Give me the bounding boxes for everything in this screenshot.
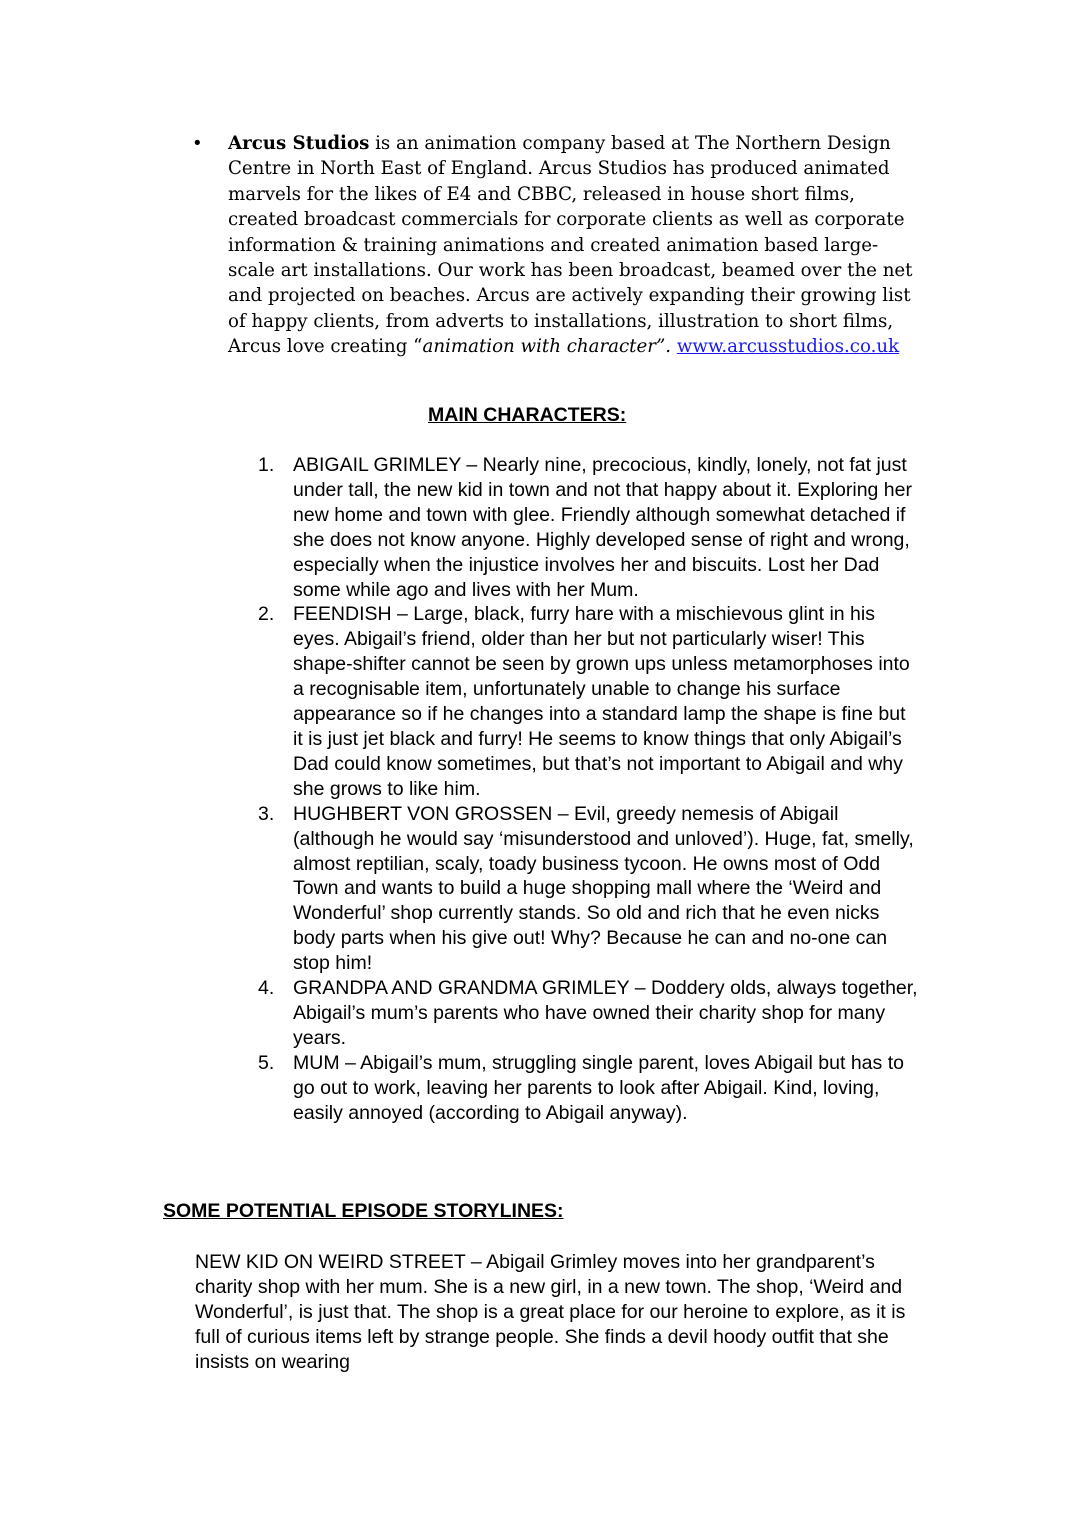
- character-number: 4.: [258, 977, 275, 1000]
- tagline: animation with character”.: [422, 336, 672, 358]
- character-number: 2.: [258, 603, 275, 626]
- character-description: FEENDISH – Large, black, furry hare with a mischievous glint in his eyes. Abigail’s friend, older than her but not particularly wiser! This shape-shifter cannot be seen by grown ups unless metamorphoses into a recognisable item, unfortunately unable to change his surface appearance so if he changes into a standard lamp the shape is fine but it is just jet black and furry! He seems to know things that only Abigail’s Dad could know sometimes, but that’s not important to Abigail and why she grows to like him.: [293, 603, 910, 800]
- character-number: 5.: [258, 1051, 275, 1074]
- website-link[interactable]: www.arcusstudios.co.uk: [676, 336, 900, 358]
- intro-text: [228, 131, 914, 360]
- character-description: MUM – Abigail’s mum, struggling single parent, loves Abigail but has to go out to work, leaving her parents to look after Abigail. Kind, loving, easily annoyed (according to Abigail anyway).: [293, 1051, 904, 1124]
- character-number: 3.: [258, 802, 275, 825]
- storyline-paragraph: NEW KID ON WEIRD STREET – Abigail Grimley moves into her grandparent’s charity shop with her mum. She is a new girl, in a new town. The shop, ‘Weird and Wonderful’, is just that. The shop is a great place for our heroine to explore, as it is full of curious items left by strange people. She finds a devil hoody outfit that she insists on wearing: [195, 1251, 906, 1373]
- storylines-heading: SOME POTENTIAL EPISODE STORYLINES:: [163, 1200, 564, 1222]
- company-name: Arcus Studios: [228, 133, 370, 154]
- character-item: [258, 453, 918, 602]
- character-description: HUGHBERT VON GROSSEN – Evil, greedy nemesis of Abigail (although he would say ‘misunderstood and unloved’). Huge, fat, smelly, almost reptilian, scaly, toady business tycoon. He owns most of Odd Town and wants to build a huge shopping mall where the ‘Weird and Wonderful’ shop currently stands. So old and rich that he even nicks body parts when his give out! Why? Because he can and no-one can stop him!: [293, 802, 914, 975]
- main-characters-heading: MAIN CHARACTERS:: [428, 404, 627, 426]
- bullet-marker: •: [194, 133, 201, 154]
- character-item: [258, 1051, 918, 1126]
- character-description: GRANDPA AND GRANDMA GRIMLEY – Doddery olds, always together, Abigail’s mum’s parents who have owned their charity shop for many years.: [293, 977, 918, 1049]
- intro-bullet-paragraph: [194, 131, 914, 360]
- intro-body: is an animation company based at The Northern Design Centre in North East of England. Arcus Studios has produced animated marvels for the likes of E4 and CBBC, released in house short films, created broadcast commercials for corporate clients as well as corporate information & training animations and created animation based large-scale art installations. Our work has been broadcast, beamed over the net and projected on beaches. Arcus are actively expanding their growing list of happy clients, from adverts to installations, illustration to short films, Arcus love creating “: [228, 133, 913, 358]
- character-item: [258, 976, 918, 1051]
- character-number: 1.: [258, 454, 275, 476]
- character-description: ABIGAIL GRIMLEY – Nearly nine, precocious, kindly, lonely, not fat just under tall, the new kid in town and not that happy about it. Exploring her new home and town with glee. Friendly although somewhat detached if she does not know anyone. Highly developed sense of right and wrong, especially when the injustice involves her and biscuits. Lost her Dad some while ago and lives with her Mum.: [293, 454, 912, 601]
- character-item: [258, 602, 918, 801]
- character-item: [258, 802, 918, 976]
- characters-list: [258, 453, 918, 1125]
